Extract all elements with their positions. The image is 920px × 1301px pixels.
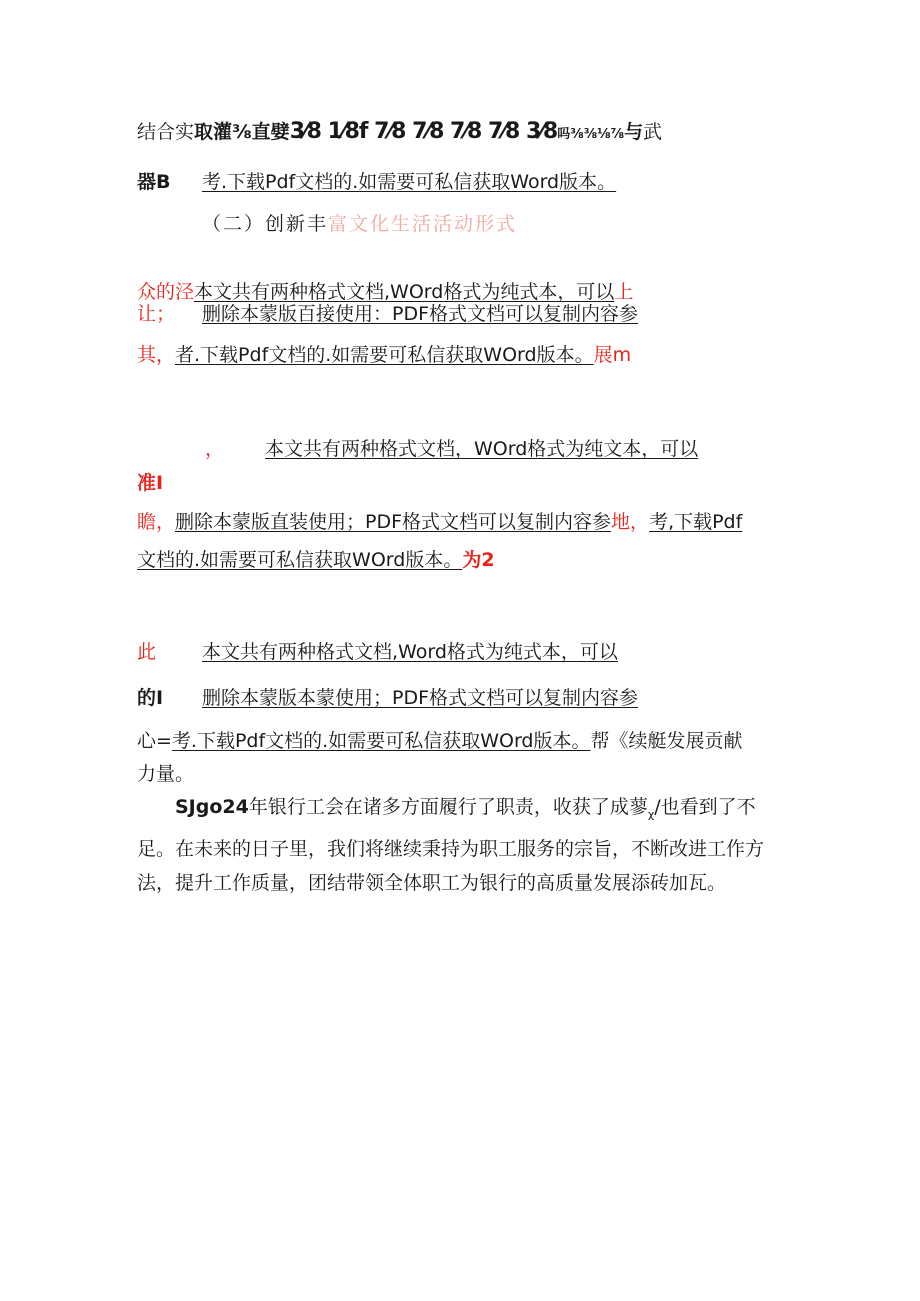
text: 本文共有两种格式文档,WOrd格式为纯式本，可以 bbox=[194, 281, 615, 303]
text: 删除本蒙版直装使用；PDF格式文档可以复制内容参 bbox=[175, 511, 612, 533]
garbled-line-1 bbox=[137, 120, 662, 147]
line-14 bbox=[137, 762, 194, 786]
text: 展m bbox=[593, 344, 632, 366]
line-4 bbox=[137, 280, 633, 304]
text: 结合实 bbox=[137, 121, 195, 143]
text: 吗⅜⅜⅛⅞ bbox=[557, 127, 625, 142]
line-11 bbox=[202, 640, 618, 664]
closing-paragraph bbox=[137, 790, 782, 900]
line-12-lead bbox=[137, 686, 163, 710]
text: 力量。 bbox=[137, 763, 195, 785]
text: 此 bbox=[137, 641, 157, 663]
line-7-lead bbox=[205, 437, 224, 461]
text: ， bbox=[205, 438, 225, 460]
text: 取灌⅜直嬖 bbox=[194, 121, 290, 143]
text: 为2 bbox=[462, 549, 495, 571]
text: 删除本蒙版百接使用：PDF格式文档可以复制内容参 bbox=[202, 303, 639, 325]
line-10 bbox=[137, 548, 495, 572]
line-11-lead bbox=[137, 640, 156, 664]
text: 瞻， bbox=[137, 511, 176, 533]
text: 本文共有两种格式文档,Word格式为纯式本，可以 bbox=[202, 641, 618, 663]
line-8 bbox=[137, 471, 163, 495]
text: 考.下载Pdf文档的.如需要可私信获取WOrd版本。 bbox=[171, 730, 591, 752]
text: 武 bbox=[643, 121, 663, 143]
text: SJgo24 bbox=[175, 796, 249, 818]
section-heading bbox=[202, 212, 517, 236]
text: 富文化生活活动形式 bbox=[328, 213, 518, 235]
text: 准I bbox=[137, 472, 164, 494]
text: 本文共有两种格式文档，WOrd格式为纯文本，可以 bbox=[265, 438, 699, 460]
line-13 bbox=[137, 729, 743, 753]
text: 帮《续艇发展贡献 bbox=[590, 730, 743, 752]
fraction-glyphs: 3⁄8 1⁄8f 7⁄8 7⁄8 7⁄8 7⁄8 3⁄8 bbox=[289, 119, 558, 144]
line-2 bbox=[137, 170, 170, 194]
text: /也看到了不足。在未来的日子里，我们将继续秉持为职工服务的宗旨，不断改进工作方法，提升工作质量，团结带领全体职工为银行的高质量发展添砖加瓦。 bbox=[137, 796, 765, 894]
text: 与 bbox=[624, 121, 644, 143]
text: （二）创新丰 bbox=[202, 213, 329, 235]
text: 心= bbox=[137, 730, 172, 752]
line-7 bbox=[265, 437, 698, 461]
text: 删除本蒙版本蒙使用；PDF格式文档可以复制内容参 bbox=[202, 687, 639, 709]
line-12 bbox=[202, 686, 638, 710]
text: 文档的.如需要可私信获取WOrd版本。 bbox=[137, 549, 463, 571]
text: 器B bbox=[137, 171, 171, 193]
watermark-line-2 bbox=[202, 170, 616, 194]
line-5 bbox=[202, 302, 638, 326]
text: 考,下载Pdf bbox=[649, 511, 743, 533]
text: 考.下载Pdf文档的.如需要可私信获取Word版本。 bbox=[202, 171, 617, 193]
text: 让； bbox=[137, 303, 176, 325]
text: 年银行工会在诸多方面履行了职责，收获了成蓼 bbox=[248, 796, 648, 818]
text: 的I bbox=[137, 687, 164, 709]
text: 者.下载Pdf文档的.如需要可私信获取WOrd版本。 bbox=[175, 344, 594, 366]
line-5-lead bbox=[137, 302, 175, 326]
text: 众的泾 bbox=[137, 281, 195, 303]
line-9 bbox=[137, 510, 742, 534]
text: χ bbox=[647, 807, 655, 821]
text: 其， bbox=[137, 344, 176, 366]
text: 上 bbox=[614, 281, 634, 303]
line-6 bbox=[137, 343, 631, 367]
text: 地， bbox=[611, 511, 650, 533]
